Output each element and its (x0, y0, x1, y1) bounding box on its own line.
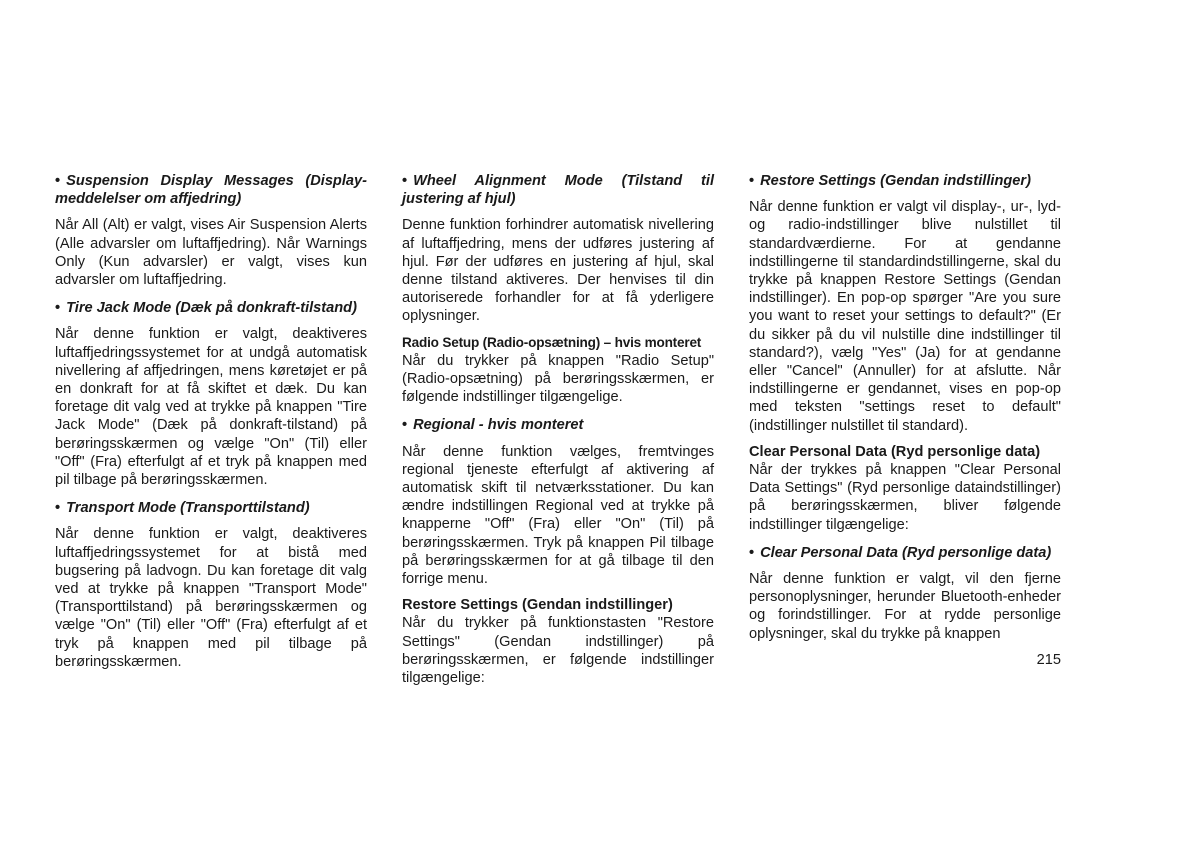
heading-suspension-display-messages: • Suspension Display Messages (Display-meddelelser om affjedring) (55, 173, 367, 208)
bullet-icon: • (55, 173, 61, 189)
bullet-icon: • (55, 500, 61, 517)
paragraph-restore-settings: Når du trykker på funktionstasten "Restore Settings" (Gendan indstillinger) på berøringsskærmen, er følgende indstillinger tilgængelige: (402, 615, 714, 687)
paragraph-tire-jack-mode: Når denne funktion er valgt, deaktiveres luftaffjedringssystemet for at undgå automatisk nivellering af affjedringen, mens køretøjet er på en donkraft for at få skiftet et dæk. Du kan foretage dit valg ved at trykke på knappen "Tire Jack Mode" (Dæk på donkraft-tilstand) på berøringsskærmen og vælge "On" (Til) eller "Off" (Fra) efterfulgt af et tryk på knappen med pil tilbage på berøringsskærmen. (55, 326, 367, 489)
heading-regional: • Regional - hvis monteret (402, 417, 584, 434)
column-left (55, 172, 367, 671)
paragraph-clear-personal-data: Når der trykkes på knappen "Clear Personal Data Settings" (Ryd personlige dataindstillinger) på berøringsskærmen, bliver følgende indstillinger tilgængelige: (749, 462, 1061, 533)
paragraph-wheel-alignment: Denne funktion forhindrer automatisk nivellering af luftaffjedring, mens der udføres justering af hjul. Før der udføres en justering af hjul, skal denne tilstand aktiveres. Der henvises til din autoriserede forhandler for at få yderligere oplysninger. (402, 217, 714, 325)
bullet-icon: • (402, 173, 408, 189)
bullet-icon: • (749, 173, 755, 189)
bullet-icon: • (749, 544, 755, 561)
heading-clear-personal-data: • Clear Personal Data (Ryd personlige data) (749, 544, 1052, 561)
paragraph-radio-setup: Når du trykker på knappen "Radio Setup" (Radio-opsætning) på berøringsskærmen, er følgende indstillinger tilgængelige. (402, 352, 714, 406)
paragraph-suspension-display: Når All (Alt) er valgt, vises Air Suspension Alerts (Alle advarsler om luftaffjedring). Når Warnings Only (Kun advarsler) er valgt, vises kun advarsler om luftaffjedring. (55, 217, 367, 289)
column-right (749, 172, 1061, 643)
paragraph-transport-mode: Når denne funktion er valgt, deaktiveres luftaffjedringssystemet for at bistå med bugsering på ladvogn. Du kan foretage dit valg ved at trykke på knappen "Transport Mode" (Transporttilstand) på berøringsskærmen og vælge "On" (Til) eller "Off" (Fra) efterfulgt af et tryk på knappen med pil tilbage på berøringsskærmen. (55, 526, 367, 670)
bullet-icon: • (55, 300, 61, 317)
subheading-clear-personal-data: Clear Personal Data (Ryd personlige data) (749, 443, 1041, 460)
heading-wheel-alignment-mode: • Wheel Alignment Mode (Tilstand til justering af hjul) (402, 173, 714, 208)
bullet-icon: • (402, 417, 408, 434)
paragraph-regional: Når denne funktion vælges, fremtvinges regional tjeneste efterfulgt af aktivering af automatisk skift til netværksstationer. Du kan ændre indstillingen Regional ved at trykke på knapperne "Off" (Fra) eller "On" (Til) på berøringsskærmen. Tryk på knappen Pil tilbage på berøringsskærmen for at gå tilbage til den forrige menu. (402, 443, 714, 588)
paragraph-clear-personal-data-detail: Når denne funktion er valgt, vil den fjerne personoplysninger, herunder Bluetooth-enheder og forindstillinger. For at rydde personlige oplysninger, skal du trykke på knappen (749, 571, 1061, 642)
page-number: 215 (1036, 652, 1061, 668)
heading-restore-settings: • Restore Settings (Gendan indstillinger) (749, 173, 1031, 189)
column-middle (402, 172, 714, 687)
heading-transport-mode: • Transport Mode (Transporttilstand) (55, 500, 310, 517)
subheading-radio-setup: Radio Setup (Radio-opsætning) – hvis monteret (402, 334, 702, 350)
paragraph-restore-settings-detail: Når denne funktion er valgt vil display-, ur-, lyd- og radio-indstillinger blive nulstillet til standardværdierne. For at gendanne indstillingerne til standardindstillingerne, skal du trykke på knappen Restore Settings (Gendan indstillinger). En pop-op spørger "Are you sure you want to reset your settings to default?" (Er du sikker på du vil nulstille dine indstillinger til standard?), vælg "Yes" (Ja) for at gendanne eller "Cancel" (Annuller) for at afslutte. Når indstillingerne er gendannet, vises en pop-op med teksten "settings reset to default" (indstillinger nulstillet til standard). (749, 199, 1061, 434)
heading-tire-jack-mode: • Tire Jack Mode (Dæk på donkraft-tilstand) (55, 300, 357, 317)
subheading-restore-settings: Restore Settings (Gendan indstillinger) (402, 597, 673, 614)
